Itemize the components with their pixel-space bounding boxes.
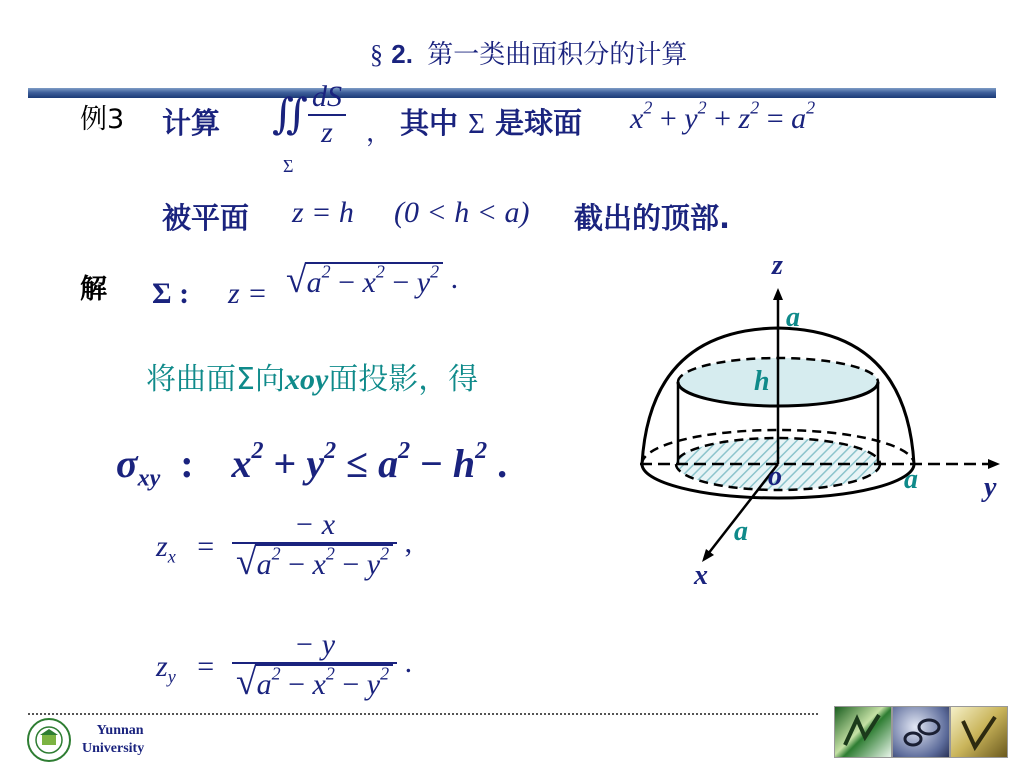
z-equals: z =: [228, 277, 268, 310]
radicand-exp: 2: [321, 261, 331, 282]
axis-label-z: z: [772, 250, 783, 281]
zx-radicand-exp: 2: [271, 543, 281, 564]
zx-numerator: − x: [294, 508, 336, 541]
section-number: 2.: [391, 39, 413, 69]
radicand: [305, 262, 444, 300]
zx-radicand-exp: 2: [325, 543, 335, 564]
integrand-fraction: [308, 80, 346, 150]
zx-lhs: [156, 530, 215, 567]
section-mark: §: [370, 40, 383, 69]
sphere-eq-y: y: [684, 102, 698, 135]
radicand-y: y: [416, 266, 431, 300]
hemisphere-figure: [630, 250, 1020, 595]
sigma-xy: σ: [116, 441, 138, 486]
label-a-top: a: [786, 302, 800, 333]
projection-sentence: [146, 354, 478, 398]
ineq-le: ≤: [346, 441, 369, 486]
double-integral-sign: ∬: [272, 92, 308, 138]
sphere-eq-x: x: [630, 102, 644, 135]
sigma-symbol: Σ: [468, 108, 486, 140]
zx-sqrt: [236, 544, 393, 582]
university-seal-icon: [24, 716, 74, 764]
ineq-exp: 2: [475, 437, 488, 464]
zx-radicand-x: x: [312, 548, 326, 582]
projection-text-2: 面投影，得: [328, 362, 479, 397]
zx-radicand-exp: 2: [380, 543, 390, 564]
ineq-exp: 2: [398, 437, 411, 464]
zx-fraction: [232, 508, 397, 582]
zx-equals: =: [197, 530, 215, 563]
next-check-icon: [951, 707, 1007, 757]
zx-denominator: [232, 544, 397, 582]
university-name: [82, 722, 144, 758]
zx-subscript: x: [167, 546, 176, 567]
sphere-eq-plus: +: [659, 102, 677, 135]
zy-sqrt: [236, 664, 393, 702]
title-divider-bar: [28, 88, 996, 98]
zy-subscript: y: [167, 666, 176, 687]
zy-radicand-exp: 2: [325, 663, 335, 684]
section-title-text: 第一类曲面积分的计算: [427, 40, 688, 70]
domain-colon: :: [180, 441, 194, 486]
condition-expression: (0 < h < a): [394, 196, 530, 229]
nav-home-button[interactable]: [892, 706, 950, 758]
ineq-y: y: [306, 441, 325, 486]
zy-radicand: [255, 664, 394, 702]
slide-title: [370, 34, 687, 71]
sphere-eq-exp: 2: [806, 97, 816, 118]
zy-radicand-y: y: [366, 668, 381, 702]
plane-end-text: 截出的顶部.: [574, 201, 731, 235]
nav-next-button[interactable]: [950, 706, 1008, 758]
projection-plane: xoy: [284, 363, 329, 396]
zy-radicand-minus: −: [288, 668, 306, 702]
zx-comma: ,: [404, 525, 413, 559]
radicand-minus: −: [338, 266, 356, 300]
axis-label-x: x: [694, 560, 708, 591]
solution-label: 解: [80, 274, 107, 305]
label-a-right: a: [904, 464, 918, 495]
zx-radicand: [255, 544, 394, 582]
zy-equals: =: [197, 650, 215, 683]
zy-radical-sign: √: [236, 662, 257, 704]
sigma-xy-subscript: xy: [137, 465, 161, 492]
axis-label-y: y: [984, 472, 997, 503]
zx-z: z: [156, 530, 168, 563]
radical-sign: √: [286, 260, 307, 302]
zy-radicand-a: a: [256, 668, 272, 702]
label-h: h: [754, 366, 770, 397]
zx-radicand-minus: −: [288, 548, 306, 582]
zy-radicand-exp: 2: [271, 663, 281, 684]
ineq-x: x: [231, 441, 252, 486]
projection-text-1: 将曲面Σ向: [146, 362, 285, 397]
compute-word: 计算: [162, 106, 221, 140]
zy-radicand-minus: −: [342, 668, 360, 702]
ineq-minus: −: [420, 441, 443, 486]
zy-denominator: [232, 664, 397, 702]
sphere-eq-plus: +: [714, 102, 731, 135]
sigma-def: Σ :: [152, 277, 190, 310]
zy-fraction: [232, 628, 397, 702]
label-origin: o: [768, 461, 782, 492]
example-label: 例3: [80, 104, 125, 135]
projection-domain: [116, 437, 508, 492]
radicand-a: a: [306, 266, 322, 300]
footer-dotted-line: [28, 713, 818, 715]
sphere-eq-exp: 2: [750, 97, 760, 118]
z-axis-arrow: [773, 288, 783, 300]
plane-intro-text: 被平面: [162, 201, 250, 235]
radicand-exp: 2: [430, 261, 440, 282]
sphere-eq-a: a: [791, 102, 807, 135]
zy-radicand-exp: 2: [380, 663, 390, 684]
previous-arrow-icon: [835, 707, 891, 757]
zy-z: z: [156, 650, 168, 683]
plane-equation: z = h: [292, 196, 354, 229]
where-word: 其中: [400, 106, 459, 140]
integrand-numerator: dS: [312, 80, 342, 113]
sphere-equation: [630, 97, 816, 136]
zx-radical-sign: √: [236, 542, 257, 584]
radicand-x: x: [362, 266, 376, 300]
label-a-front: a: [734, 516, 748, 547]
nav-previous-button[interactable]: [834, 706, 892, 758]
university-line-2: University: [82, 741, 145, 756]
radicand-minus: −: [392, 266, 410, 300]
sphere-eq-equals: =: [766, 102, 784, 135]
ineq-exp: 2: [251, 437, 264, 464]
home-ring-icon: [893, 707, 949, 757]
zx-radicand-y: y: [366, 548, 381, 582]
zx-radicand-minus: −: [342, 548, 360, 582]
integrand-denominator: z: [321, 116, 333, 149]
ineq-exp: 2: [324, 437, 337, 464]
sphere-eq-z: z: [738, 102, 751, 135]
ineq-period: .: [497, 441, 508, 486]
integral-domain-sigma: Σ: [283, 156, 294, 176]
zy-radicand-x: x: [312, 668, 326, 702]
zy-numerator: − y: [294, 628, 336, 661]
zx-radicand-a: a: [256, 548, 272, 582]
ineq-a: a: [378, 441, 399, 486]
sphere-eq-exp: 2: [697, 97, 707, 118]
radicand-exp: 2: [375, 261, 385, 282]
zy-lhs: [156, 650, 215, 687]
university-line-1: Yunnan: [96, 723, 144, 738]
is-sphere-word: 是球面: [495, 106, 583, 140]
sphere-eq-exp: 2: [643, 97, 653, 118]
zy-period: .: [404, 645, 413, 679]
ineq-plus: +: [273, 441, 297, 486]
surface-sqrt: [286, 262, 443, 300]
y-axis-arrow: [988, 459, 1000, 469]
sqrt-period: .: [450, 262, 459, 295]
problem-where-clause: [400, 101, 582, 142]
comma: ，: [366, 118, 393, 147]
ineq-h: h: [452, 441, 476, 486]
